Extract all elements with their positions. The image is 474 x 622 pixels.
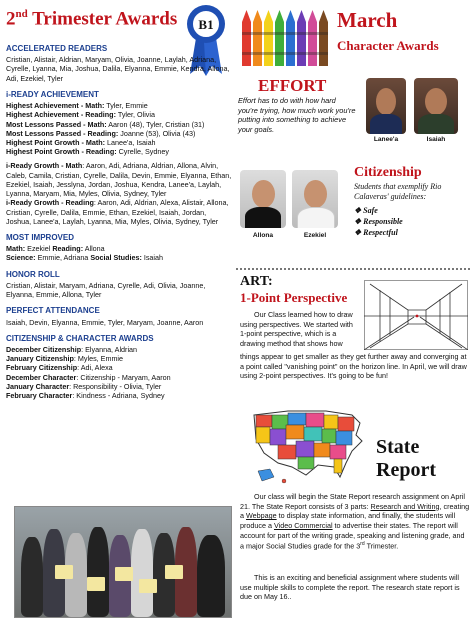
state-report-paragraph-2: This is an exciting and beneficial assignment where students will use multiple skills to complete the report. The research state report is due on May 16.. (240, 573, 460, 602)
student-photo (292, 170, 338, 228)
accelerated-heading: ACCELERATED READERS (6, 44, 108, 53)
iready-line: Highest Achievement - Math: Tyler, Emmie (6, 101, 148, 111)
student-name: Allona (252, 232, 274, 239)
diamond-bullet-icon: ❖ (354, 227, 364, 237)
art-text: Our Class learned how to draw using perspectives. We started with 1-point perspective, which is a drawing method that shows how (240, 310, 353, 349)
left-column (6, 44, 232, 400)
iready-growth-math: i-Ready Growth - Math: Aaron, Adi, Adriana, Aldrian, Allona, Alvin, Caleb, Camila, Cristian, Cyrelle, Dalila, Devin, Emmie, Elyanna, Ethan, Ezekiel, Isaiah, Jesslyna, Jordan, Joshua, Kendra, Lanee'a, Laylah, Lyanna, Maryam, Mia, Myles, Olivia, Sydney, Tyler (6, 161, 232, 199)
character-awards-heading: Character Awards (337, 38, 439, 53)
citizenship-award-line: December Character: Citizenship - Maryam, Aaron (6, 372, 171, 382)
improved-heading: MOST IMPROVED (6, 232, 75, 242)
iready-line: Most Lessons Passed - Math: Aaron (48), Tyler, Cristian (31) (6, 119, 205, 129)
iready-line: Highest Achievement - Reading: Tyler, Olivia (6, 110, 155, 120)
title-ordinal: 2 (6, 8, 16, 30)
effort-heading: EFFORT (258, 76, 327, 95)
iready-growth-reading: i-Ready Growth - Reading: Aaron, Adi, Aldrian, Alexa, Alistair, Allona, Cristian, Cyrelle, Dalila, Emmie, Ethan, Ezekiel, Isaiah, Jordan, Joshua, Lanee'a, Laylah, Lyanna, Mia, Myles, Olivia, Sydney, Tyler (6, 198, 229, 226)
citizenship-award-line: January Character: Responsibility - Olivia, Tyler (6, 381, 162, 391)
student-name: Ezekiel (303, 232, 327, 239)
honor-names: Cristian, Alistair, Maryam, Adriana, Cyrelle, Adi, Olivia, Joanne, Elyanna, Emmie, Allona, Tyler (6, 280, 206, 300)
crayons-icon (240, 8, 334, 68)
student-photo (366, 78, 406, 134)
art-text-continued: things appear to get smaller as they get further away and converging at a point called "vanishing point" on the horizon line. In April, we will draw using 2-point perspectives. It's going to be fun! (240, 352, 467, 381)
citizenship-awards-heading: CITIZENSHIP & CHARACTER AWARDS (6, 333, 154, 343)
student-photo (240, 170, 286, 228)
page-title (6, 8, 177, 30)
citizenship-heading: Citizenship (354, 165, 422, 180)
usa-map (248, 405, 368, 487)
iready-line: Most Lessons Passed - Reading: Joanne (53), Olivia (43) (6, 128, 196, 138)
effort-text: Effort has to do with how hard you're trying, how much work you're putting into something to achieve your goals. (238, 96, 356, 134)
attendance-heading: PERFECT ATTENDANCE (6, 306, 100, 316)
accelerated-names: Cristian, Alistair, Aldrian, Maryam, Olivia, Joanne, Laylah, Adriana, Cyrelle, Lyanna, Mia, Joshua, Dalila, Elyanna, Emmie, Kendra, Allona, Adi, Ezekiel, Tyler (6, 55, 230, 83)
iready-line: Highest Point Growth - Math: Lanee'a, Isaiah (6, 138, 156, 147)
student-photo (414, 78, 458, 134)
group-photo (14, 506, 232, 618)
divider (236, 268, 470, 270)
improved-line-2: Science: Emmie, Adriana Social Studies: Isaiah (6, 253, 164, 263)
title-sup: nd (15, 8, 28, 20)
badge-text: B1 (198, 17, 214, 32)
honor-heading: HONOR ROLL (6, 269, 60, 279)
diamond-bullet-icon: ❖ (354, 206, 364, 215)
guidelines-list (354, 206, 403, 238)
iready-heading: i-READY ACHIEVEMENT (6, 89, 99, 99)
march-heading: March (337, 8, 398, 32)
citizenship-award-line: December Citizenship: Elyanna, Aldrian (6, 345, 138, 354)
art-subheading: 1-Point Perspective (240, 290, 348, 305)
citizenship-award-line: January Citizenship: Myles, Emmie (6, 354, 124, 364)
citizenship-text: Students that exemplify Rio Calaveras' guidelines: (354, 182, 442, 201)
diamond-bullet-icon: ❖ (354, 216, 364, 226)
art-heading: ART: (240, 274, 273, 289)
list-item: ❖ Responsible (354, 216, 403, 226)
improved-line-1: Math: Ezekiel Reading: Allona (6, 244, 105, 254)
list-item: ❖ Safe (354, 206, 378, 215)
student-name: Lanee'a (373, 136, 399, 143)
state-report-heading: State Report (376, 436, 436, 481)
attendance-names: Isaiah, Devin, Elyanna, Emmie, Tyler, Maryam, Joanne, Aaron (6, 317, 204, 327)
title-rest: Trimester Awards (27, 8, 178, 30)
iready-line: Highest Point Growth - Reading: Cyrelle, Sydney (6, 147, 169, 157)
state-report-paragraph: Our class will begin the State Report research assignment on April 21. The State Report consists of 3 parts: Research and Writing, creating a Webpage to display state information, and finally, the students will produce a Video Commercial to advertise their states. The report will account for part of the writing grade, speaking and listening grade, and a major Social Studies grade for the 3rd Trimester. (240, 492, 470, 550)
list-item: ❖ Respectful (354, 227, 398, 237)
citizenship-award-line: February Citizenship: Adi, Alexa (6, 363, 113, 373)
citizenship-award-line: February Character: Kindness - Adriana, Sydney (6, 391, 165, 401)
perspective-drawing (364, 280, 468, 350)
student-name: Isaiah (426, 136, 446, 143)
